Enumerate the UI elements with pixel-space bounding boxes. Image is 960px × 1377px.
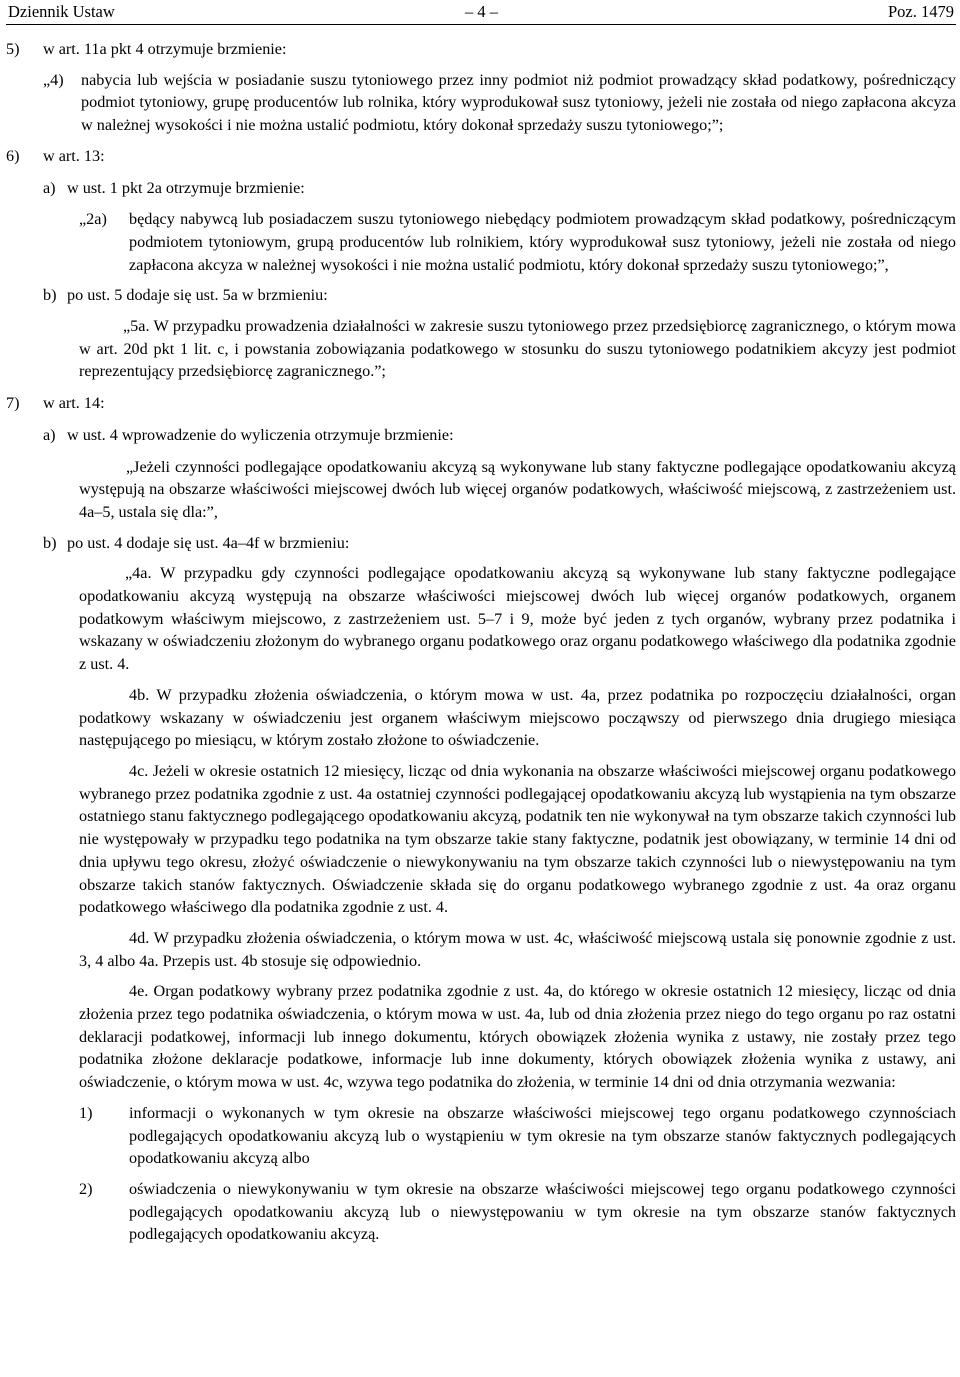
item-6-text: w art. 13: bbox=[43, 146, 105, 165]
item-7b-letter: b) bbox=[43, 533, 57, 552]
item-5-number: 5) bbox=[6, 40, 20, 58]
position-number: Poz. 1479 bbox=[888, 2, 954, 21]
point-1-number: 1) bbox=[79, 1103, 93, 1122]
paragraph-4e-point-2 bbox=[6, 1178, 956, 1246]
paragraph-4b: 4b. W przypadku złożenia oświadczenia, o którym mowa w ust. 4a, przez podatnika po rozpoczęciu działalności, organ podatkowy wskazany w oświadczeniu jest organem właściwym miejscowo począwszy od pierwszego dnia drugiego miesiąca następującego po miesiącu, w którym zostało złożone to oświadczenie. bbox=[79, 685, 956, 750]
item-5-quote bbox=[6, 69, 956, 137]
item-6a-letter: a) bbox=[43, 178, 56, 197]
item-7a-letter: a) bbox=[43, 425, 56, 444]
item-5 bbox=[6, 38, 956, 61]
item-5-quote-text: nabycia lub wejścia w posiadanie suszu tytoniowego przez inny podmiot niż podmiot prowadzący skład podatkowy, pośredniczący podmiot tytoniowy, grupę producentów lub rolnika, który wyprodukował susz tytoniowy, jeżeli nie została od niego zapłacona akcyza w należnej wysokości i nie można ustalić podmiotu, który dokonał sprzedaży suszu tytoniowego;”; bbox=[81, 70, 956, 135]
item-6a-quote bbox=[6, 208, 956, 276]
item-7a-text: w ust. 4 wprowadzenie do wyliczenia otrzymuje brzmienie: bbox=[67, 425, 454, 444]
item-6b-letter: b) bbox=[43, 286, 57, 305]
item-6b bbox=[6, 284, 956, 307]
item-5-quote-number: „4) bbox=[43, 70, 64, 89]
item-7a bbox=[6, 424, 956, 447]
paragraph-4e: 4e. Organ podatkowy wybrany przez podatnika zgodnie z ust. 4a, do którego w okresie ostatnich 12 miesięcy, licząc od dnia złożenia przez tego podatnika oświadczenia, o którym mowa w ust. 4a, lub od dnia złożenia przez niego do tego organu po raz ostatni deklaracji podatkowej, informacji lub innego dokumentu, których obowiązek złożenia wynika z ustawy, nie zostały przez tego podatnika złożone deklaracje podatkowe, informacje lub inne dokumenty, których obowiązek złożenia wynika z ustawy, ani oświadczenie, o którym mowa w ust. 4c, wzywa tego podatnika do złożenia, w terminie 14 dni od dnia otrzymania wezwania: bbox=[79, 982, 956, 1092]
item-6a-quote-text: będący nabywcą lub posiadaczem suszu tytoniowego niebędący podmiotem prowadzącym skład podatkowy, pośredniczącym podmiotem tytoniowym, grupą producentów lub rolnikiem, który wyprodukował susz tytoniowy, jeżeli nie została od niego zapłacona akcyza w należnej wysokości i nie można ustalić podmiotu, który dokonał sprzedaży suszu tytoniowego;”, bbox=[129, 210, 956, 274]
journal-title: Dziennik Ustaw bbox=[8, 2, 115, 21]
item-6-number: 6) bbox=[6, 146, 20, 165]
item-7a-quote: „Jeżeli czynności podlegające opodatkowaniu akcyzą są wykonywane lub stany faktyczne podlegające opodatkowaniu akcyzą występują na obszarze właściwości miejscowej dwóch lub więcej organów podatkowych, właściwość miejscową, z zastrzeżeniem ust. 4a–5, ustala się dla:”, bbox=[79, 457, 956, 521]
item-6b-text: po ust. 5 dodaje się ust. 5a w brzmieniu: bbox=[67, 286, 328, 305]
item-5-text: w art. 11a pkt 4 otrzymuje brzmienie: bbox=[43, 40, 287, 58]
item-6b-quote: „5a. W przypadku prowadzenia działalności w zakresie suszu tytoniowego przez przedsiębiorcę zagranicznego, o którym mowa w art. 20d pkt 1 lit. c, i powstania zobowiązania podatkowego w stosunku do suszu tytoniowego podatnikiem akcyzy jest podmiot reprezentujący przedsiębiorcę zagranicznego.”; bbox=[79, 317, 956, 381]
page-header bbox=[6, 0, 956, 25]
item-6 bbox=[6, 145, 956, 168]
paragraph-4a: „4a. W przypadku gdy czynności podlegające opodatkowaniu akcyzą są wykonywane lub stany faktyczne podlegające opodatkowaniu akcyzą występują na obszarze właściwości miejscowej dwóch lub więcej organów podatkowych, organem podatkowym właściwym miejscowo, z zastrzeżeniem ust. 5–7 i 9, może być jeden z tych organów, wybrany przez podatnika i wskazany w oświadczeniu złożonym do wybranego organu podatkowego oraz organu podatkowego właściwego dla podatnika zgodnie z ust. 4. bbox=[79, 564, 956, 674]
point-2-text: oświadczenia o niewykonywaniu w tym okresie na obszarze właściwości miejscowej tego organu podatkowego czynności podlegających opodatkowaniu akcyzą lub o niewystępowaniu w tym okresie na tym obszarze stanów faktycznych podlegających opodatkowaniu akcyzą. bbox=[129, 1179, 956, 1244]
item-6a bbox=[6, 177, 956, 200]
item-7b-text: po ust. 4 dodaje się ust. 4a–4f w brzmieniu: bbox=[67, 533, 350, 552]
paragraph-4d: 4d. W przypadku złożenia oświadczenia, o którym mowa w ust. 4c, właściwość miejscową ustala się ponownie zgodnie z ust. 3, 4 albo 4a. Przepis ust. 4b stosuje się odpowiednio. bbox=[79, 928, 956, 970]
point-2-number: 2) bbox=[79, 1179, 93, 1198]
point-1-text: informacji o wykonanych w tym okresie na obszarze właściwości miejscowej tego organu podatkowego czynnościach podlegających opodatkowaniu akcyzą lub o wystąpieniu w tym okresie na tym obszarze stanów faktycznych podlegających opodatkowaniu akcyzą albo bbox=[129, 1103, 956, 1168]
item-7b bbox=[6, 532, 956, 555]
item-7-number: 7) bbox=[6, 394, 20, 413]
item-7 bbox=[6, 392, 956, 415]
page-number: – 4 – bbox=[465, 2, 498, 21]
item-6a-text: w ust. 1 pkt 2a otrzymuje brzmienie: bbox=[67, 178, 305, 197]
item-7-text: w art. 14: bbox=[43, 394, 105, 413]
paragraph-4c: 4c. Jeżeli w okresie ostatnich 12 miesięcy, licząc od dnia wykonania na obszarze właściwości miejscowej organu podatkowego wybranego przez podatnika zgodnie z ust. 4a ostatniej czynności podlegającej opodatkowaniu akcyzą lub wystąpienia na tym obszarze ostatniego stanu faktycznego podlegającego opodatkowaniu akcyzą, podatnik ten nie wykonywał na tym obszarze takich czynności lub nie występowały w przypadku tego podatnika na tym obszarze takie stany faktyczne, podatnik jest obowiązany, w terminie 14 dni od dnia upływu tego okresu, złożyć oświadczenie o niewykonywaniu na tym obszarze takich czynności lub o niewystępowaniu na tym obszarze takich stanów faktycznych. Oświadczenie składa się do organu podatkowego wybranego zgodnie z ust. 4a oraz organu podatkowego właściwego dla podatnika zgodnie z ust. 4. bbox=[79, 761, 956, 917]
item-6a-quote-number: „2a) bbox=[79, 210, 107, 229]
paragraph-4e-point-1 bbox=[6, 1102, 956, 1170]
